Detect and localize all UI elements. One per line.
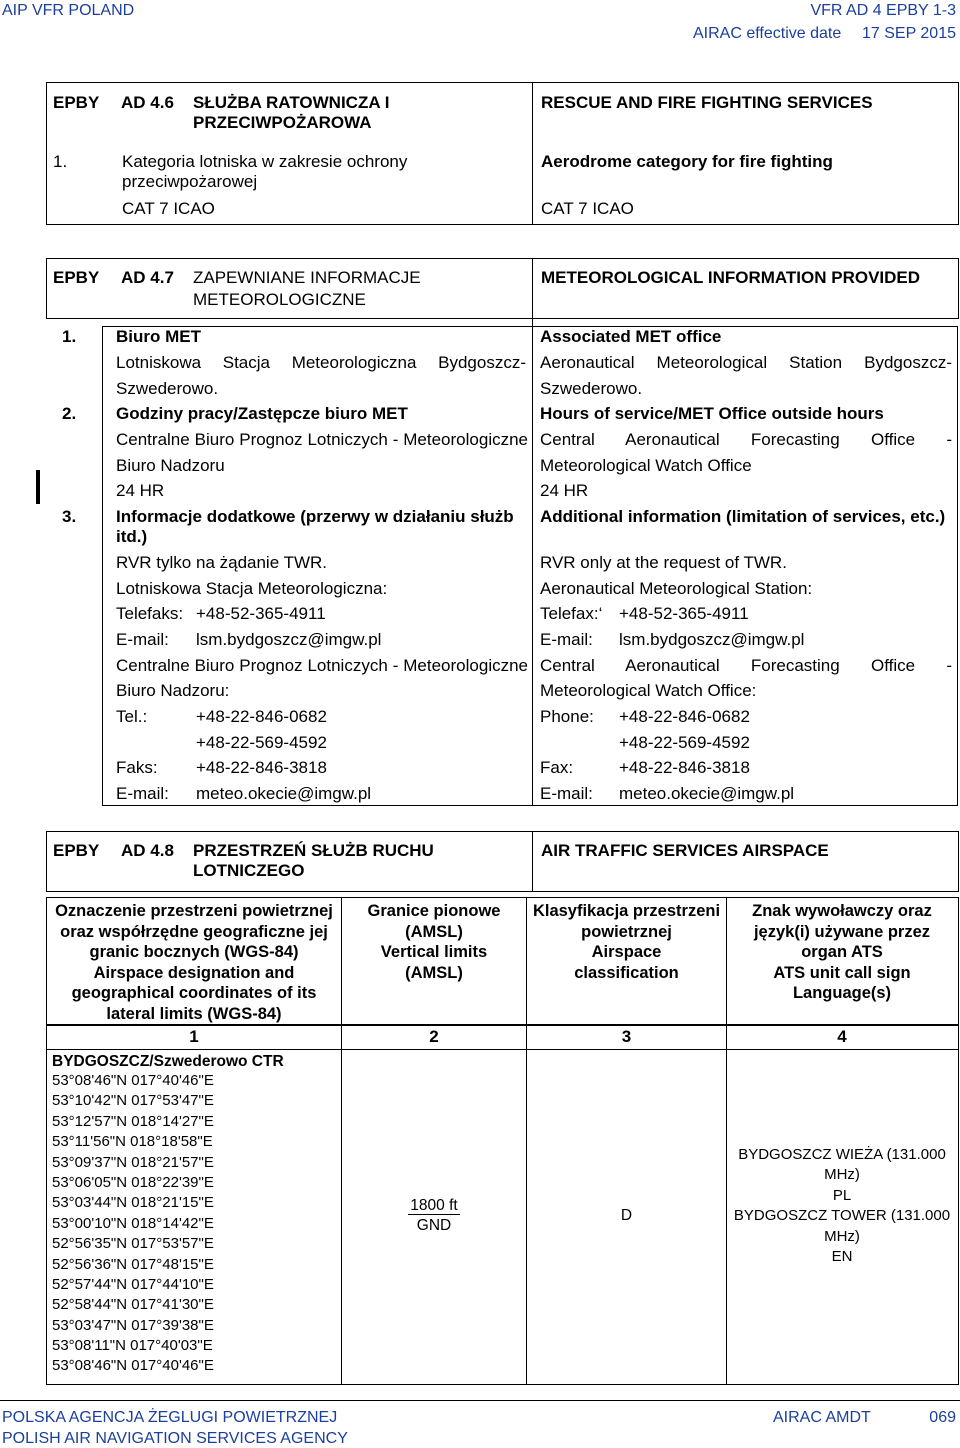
pl-fax-label: Faks:: [116, 758, 158, 777]
s47-item1-pl: Biuro MET: [116, 327, 201, 346]
s47-item2-pl: Godziny pracy/Zastępcze biuro MET: [116, 404, 408, 423]
s47-item1-en-value-1: Aeronautical Meteorological Station Bydgoszcz-: [540, 353, 952, 372]
en-fax-label: Fax:: [540, 758, 574, 777]
en-fax: +48-22-846-3818: [619, 758, 750, 777]
footer-rule: [0, 1400, 960, 1401]
pl-phone-2: +48-22-569-4592: [196, 733, 327, 752]
s47-item2-en-value-1: Central Aeronautical Forecasting Office -: [540, 430, 952, 449]
s47-code: EPBY: [53, 268, 100, 287]
s47-item3-no: 3.: [62, 507, 77, 526]
change-bar: [36, 470, 40, 504]
en-tel: +48-52-365-4911: [619, 604, 749, 623]
s47-item2-pl-value-3: 24 HR: [116, 481, 165, 500]
pl-email-label: E-mail:: [116, 630, 169, 649]
footer-org-en: POLISH AIR NAVIGATION SERVICES AGENCY: [2, 1430, 348, 1447]
coord-row: 53°10'42"N 017°53'47"E: [52, 1092, 214, 1110]
en-tel-label: Telefax:‘: [540, 604, 603, 623]
s47-item1-pl-value-1: Lotniskowa Stacja Meteorologiczna Bydgoszcz-: [116, 353, 526, 372]
s48-title-pl-2: LOTNICZEGO: [193, 861, 305, 880]
en-email2: meteo.okecie@imgw.pl: [619, 784, 795, 803]
en-station: Aeronautical Meteorological Station:: [540, 579, 813, 598]
en-email-label: E-mail:: [540, 630, 593, 649]
en-email2-label: E-mail:: [540, 784, 593, 803]
en-central-2: Meteorological Watch Office:: [540, 681, 757, 700]
coord-row: 52°56'35"N 017°53'57"E: [52, 1235, 214, 1253]
s47-title-pl-2: METEOROLOGICZNE: [193, 290, 366, 309]
col1-number: 1: [189, 1027, 199, 1046]
s48-title-pl-1: PRZESTRZEŃ SŁUŻB RUCHU: [193, 841, 434, 860]
s46-number: AD 4.6: [121, 93, 174, 112]
s48-code: EPBY: [53, 841, 100, 860]
coord-row: 53°06'05"N 018°22'39"E: [52, 1173, 214, 1191]
coord-row: 53°08'46"N 017°40'46"E: [52, 1357, 214, 1375]
coord-row: 53°00'10"N 018°14'42"E: [52, 1214, 214, 1232]
s47-item3-pl-1: Informacje dodatkowe (przerwy w działaniu służb: [116, 507, 514, 526]
footer-org-pl: POLSKA AGENCJA ŻEGLUGI POWIETRZNEJ: [2, 1409, 338, 1426]
s46-item-no: 1.: [53, 152, 68, 171]
coord-row: 53°08'46"N 017°40'46"E: [52, 1072, 214, 1089]
en-phone-label: Phone:: [540, 707, 594, 726]
s47-item1-en-value-2: Szwederowo.: [540, 379, 643, 398]
pl-email: lsm.bydgoszcz@imgw.pl: [196, 630, 382, 649]
col3-number: 3: [621, 1027, 632, 1046]
s47-title-en: METEOROLOGICAL INFORMATION PROVIDED: [541, 268, 921, 287]
pl-tel: +48-52-365-4911: [196, 604, 326, 623]
s47-item2-en: Hours of service/MET Office outside hours: [540, 404, 884, 423]
s47-number: AD 4.7: [121, 268, 174, 287]
s46-code: EPBY: [53, 93, 100, 112]
col4-number: 4: [837, 1027, 847, 1046]
coord-row: 52°56'36"N 017°48'15"E: [52, 1255, 214, 1273]
col1-header: Oznaczenie przestrzeni powietrznej oraz współrzędne geograficzne jej granic bocznych (WGS-84) Airspace designation and geographical coordinates of its lateral limits (WGS-84): [55, 902, 333, 1023]
coord-row: 53°08'11"N 017°40'03"E: [52, 1337, 213, 1355]
col3-header: Klasyfikacja przestrzeni powietrznej Airspace classification: [532, 902, 721, 982]
pl-central-2: Biuro Nadzoru:: [116, 681, 230, 700]
footer-amdt-label: AIRAC AMDT: [773, 1409, 871, 1426]
s47-item1-pl-value-2: Szwederowo.: [116, 379, 219, 398]
s46-item-pl-1: Kategoria lotniska w zakresie ochrony: [122, 152, 408, 171]
vertical-limits: [342, 1196, 526, 1236]
ctr-coordinates: [52, 1071, 214, 1377]
s46-item-en: Aerodrome category for fire fighting: [541, 152, 833, 171]
s47-item1-en: Associated MET office: [540, 327, 722, 346]
en-phone-2: +48-22-569-4592: [619, 733, 750, 752]
pl-station: Lotniskowa Stacja Meteorologiczna:: [116, 579, 388, 598]
s47-item2-pl-value-2: Biuro Nadzoru: [116, 456, 225, 475]
s47-item2-pl-value-1: Centralne Biuro Prognoz Lotniczych - Meteorologiczne: [116, 430, 528, 449]
pl-fax: +48-22-846-3818: [196, 758, 327, 777]
s48-title-en: AIR TRAFFIC SERVICES AIRSPACE: [541, 841, 829, 860]
s47-item1-no: 1.: [62, 327, 77, 346]
coord-row: 53°09'37"N 018°21'57"E: [52, 1153, 214, 1171]
vertical-upper: 1800 ft: [410, 1197, 458, 1214]
pl-phone-label: Tel.:: [116, 707, 148, 726]
pl-email2-label: E-mail:: [116, 784, 169, 803]
footer-amdt-no: 069: [929, 1409, 956, 1426]
s47-item2-no: 2.: [62, 404, 77, 423]
col2-number: 2: [429, 1027, 439, 1046]
ctr-name: BYDGOSZCZ/Szwederowo CTR: [52, 1053, 284, 1070]
s46-value-pl: CAT 7 ICAO: [122, 199, 215, 218]
s47-item3-pl-2: itd.): [116, 527, 148, 546]
en-central-1: Central Aeronautical Forecasting Office -: [540, 656, 952, 675]
en-phone-1: +48-22-846-0682: [619, 707, 750, 726]
s47-item2-en-value-3: 24 HR: [540, 481, 589, 500]
s47-item2-en-value-2: Meteorological Watch Office: [540, 456, 752, 475]
header-airac-date: 17 SEP 2015: [861, 25, 956, 42]
pl-email2: meteo.okecie@imgw.pl: [196, 784, 372, 803]
col2-header: Granice pionowe (AMSL) Vertical limits (AMSL): [367, 902, 501, 982]
pl-central-1: Centralne Biuro Prognoz Lotniczych - Meteorologiczne: [116, 656, 528, 675]
s46-title-pl-2: PRZECIWPOŻAROWA: [193, 113, 372, 132]
header-doc-ref: VFR AD 4 EPBY 1-3: [810, 2, 956, 19]
coord-row: 53°11'56"N 018°18'58"E: [52, 1133, 213, 1151]
s46-title-en: RESCUE AND FIRE FIGHTING SERVICES: [541, 93, 873, 112]
vertical-lower: GND: [416, 1217, 452, 1234]
s47-title-pl-1: ZAPEWNIANE INFORMACJE: [193, 268, 421, 287]
coord-row: 52°58'44"N 017°41'30"E: [52, 1296, 214, 1314]
s46-title-pl-1: SŁUŻBA RATOWNICZA I: [193, 93, 390, 112]
en-email: lsm.bydgoszcz@imgw.pl: [619, 630, 805, 649]
coord-row: 53°03'44"N 018°21'15"E: [52, 1194, 214, 1212]
callsign: BYDGOSZCZ WIEŻA (131.000 MHz) PL BYDGOSZCZ TOWER (131.000 MHz) EN: [733, 1146, 951, 1266]
coord-row: 52°57'44"N 017°44'10"E: [52, 1275, 214, 1293]
airspace-class: D: [620, 1207, 633, 1224]
pl-tel-label: Telefaks:: [116, 604, 184, 623]
coord-row: 53°03'47"N 017°39'38"E: [52, 1316, 214, 1334]
s47-item3-en: Additional information (limitation of services, etc.): [540, 507, 946, 526]
en-rvr: RVR only at the request of TWR.: [540, 553, 787, 572]
header-left: AIP VFR POLAND: [2, 2, 135, 19]
s46-item-pl-2: przeciwpożarowej: [122, 172, 258, 191]
s46-value-en: CAT 7 ICAO: [541, 199, 634, 218]
coord-row: 53°12'57"N 018°14'27"E: [52, 1112, 214, 1130]
header-airac-label: AIRAC effective date: [693, 25, 842, 42]
s48-number: AD 4.8: [121, 841, 174, 860]
pl-phone-1: +48-22-846-0682: [196, 707, 327, 726]
col4-header: Znak wywoławczy oraz język(i) używane przez organ ATS ATS unit call sign Language(s): [752, 902, 932, 1002]
pl-rvr: RVR tylko na żądanie TWR.: [116, 553, 328, 572]
